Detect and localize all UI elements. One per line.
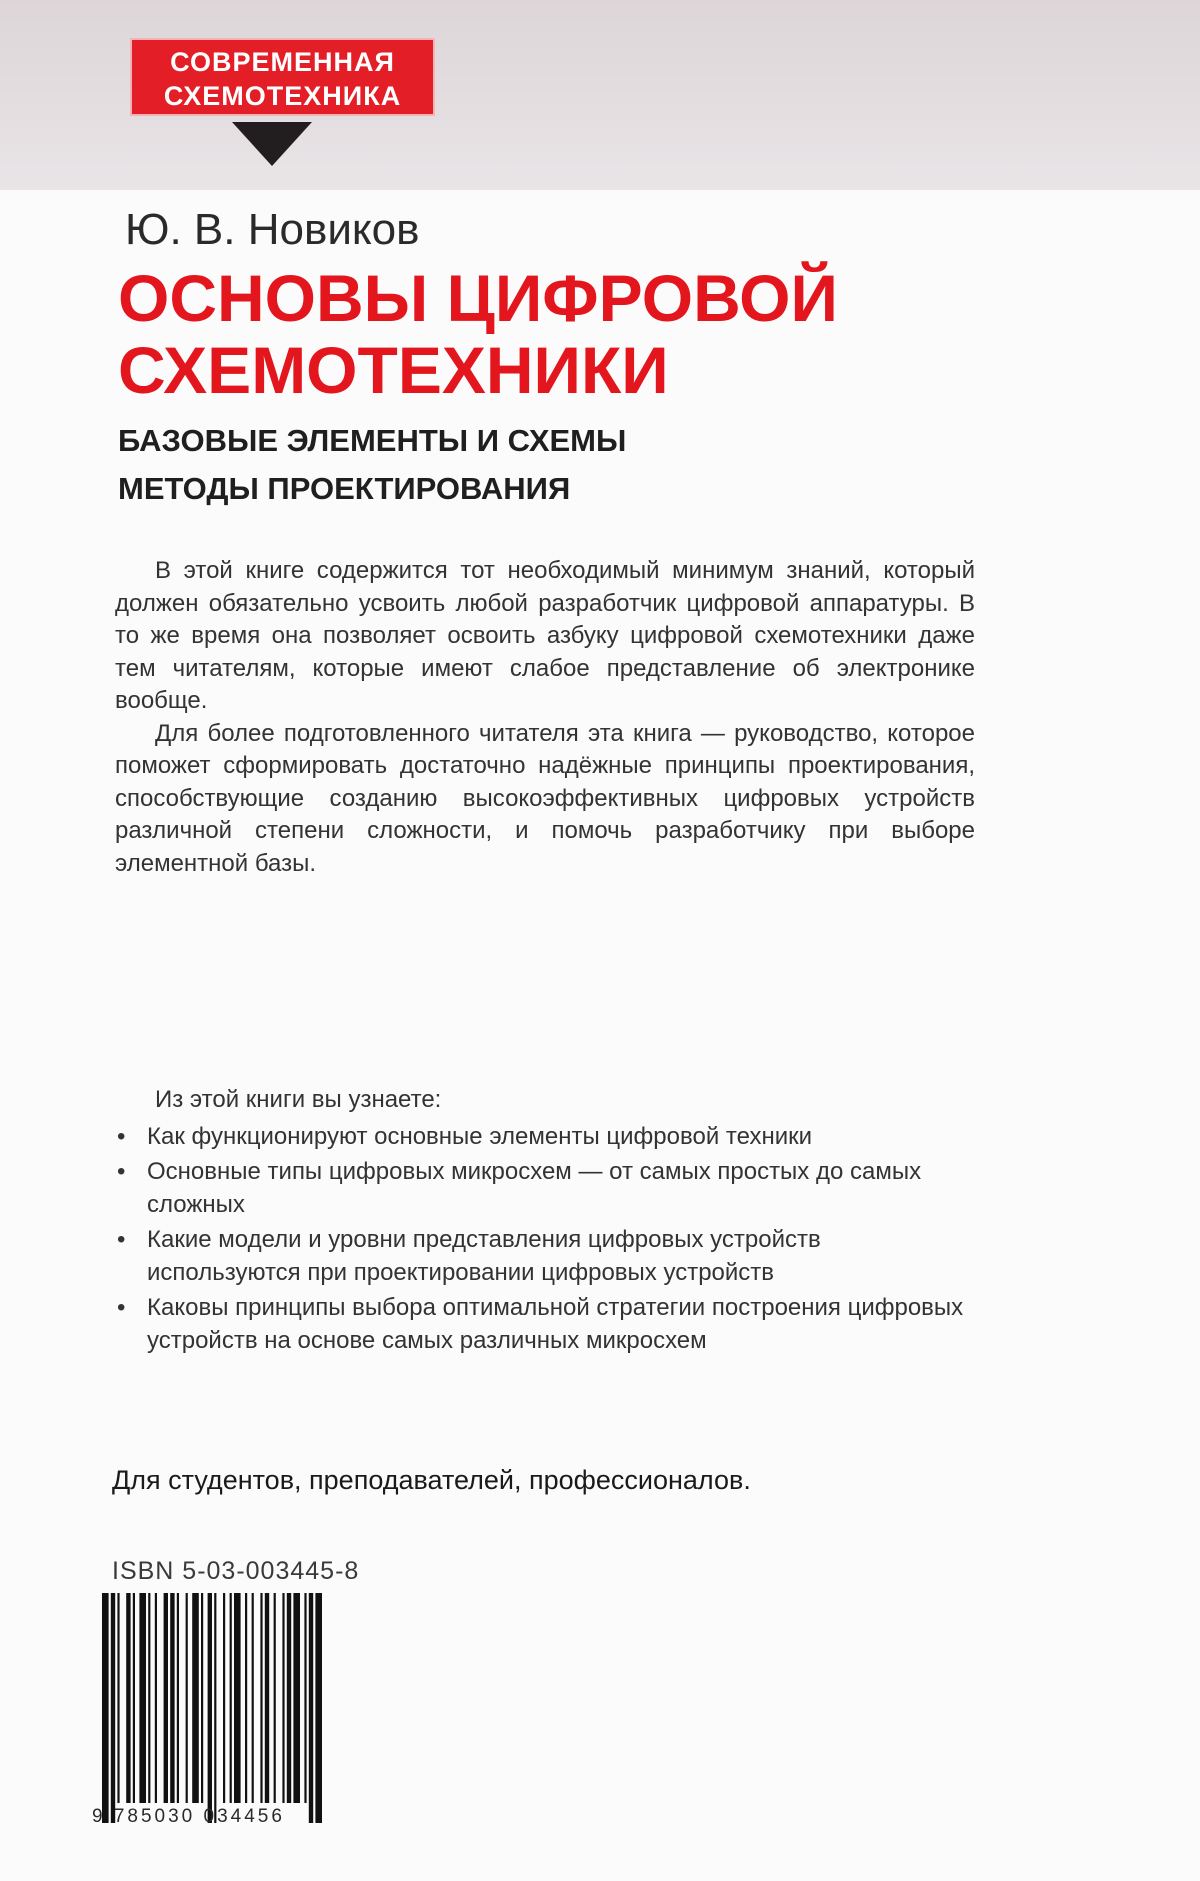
barcode-icon [100, 1593, 390, 1823]
book-title [118, 262, 838, 406]
features-list-item: • Основные типы цифровых микросхем — от самых простых до самых сложных [115, 1155, 975, 1221]
description-paragraph-1: В этой книге содержится тот необходимый минимум знаний, который должен обязательно усвоить любой разработчик цифровой аппаратуры. В то же время она позволяет освоить азбуку цифровой схемотехники даже тем читателям, которые имеют слабое представление об электронике вообще. [115, 557, 975, 714]
features-list [115, 1120, 975, 1357]
subtitle-line-2: МЕТОДЫ ПРОЕКТИРОВАНИЯ [118, 471, 571, 506]
series-badge [130, 38, 435, 116]
book-title-line-1: ОСНОВЫ ЦИФРОВОЙ [118, 261, 838, 335]
subtitle-line-1: БАЗОВЫЕ ЭЛЕМЕНТЫ И СХЕМЫ [118, 423, 627, 458]
series-badge-pointer-icon [232, 122, 312, 166]
isbn: ISBN 5-03-003445-8 [112, 1557, 360, 1585]
description-paragraph-2: Для более подготовленного читателя эта книга — руководство, которое поможет сформировать достаточно надёжные принципы проектирования, способствующие созданию высокоэффективных цифровых устройств различной степени сложности, и помочь разработчику при выборе элементной базы. [115, 719, 975, 877]
features-list-item: • Каковы принципы выбора оптимальной стратегии построения цифровых устройств на основе самых различных микросхем [115, 1291, 975, 1357]
author-name: Ю. В. Новиков [125, 205, 420, 254]
description [115, 555, 975, 880]
target-audience: Для студентов, преподавателей, профессионалов. [112, 1465, 751, 1495]
features-intro: Из этой книги вы узнаете: [155, 1086, 442, 1113]
features-list-item: • Как функционируют основные элементы цифровой техники [115, 1120, 975, 1153]
book-subtitle [118, 417, 626, 513]
barcode-digits: 9 785030 034456 [92, 1806, 285, 1827]
series-line-2: СХЕМОТЕХНИКА [163, 81, 402, 111]
series-line-1: СОВРЕМЕННАЯ [170, 47, 395, 77]
features-list-item: • Какие модели и уровни представления цифровых устройств используются при проектировании цифровых устройств [115, 1223, 975, 1289]
book-title-line-2: СХЕМОТЕХНИКИ [118, 333, 669, 407]
features-section [115, 1083, 975, 1359]
